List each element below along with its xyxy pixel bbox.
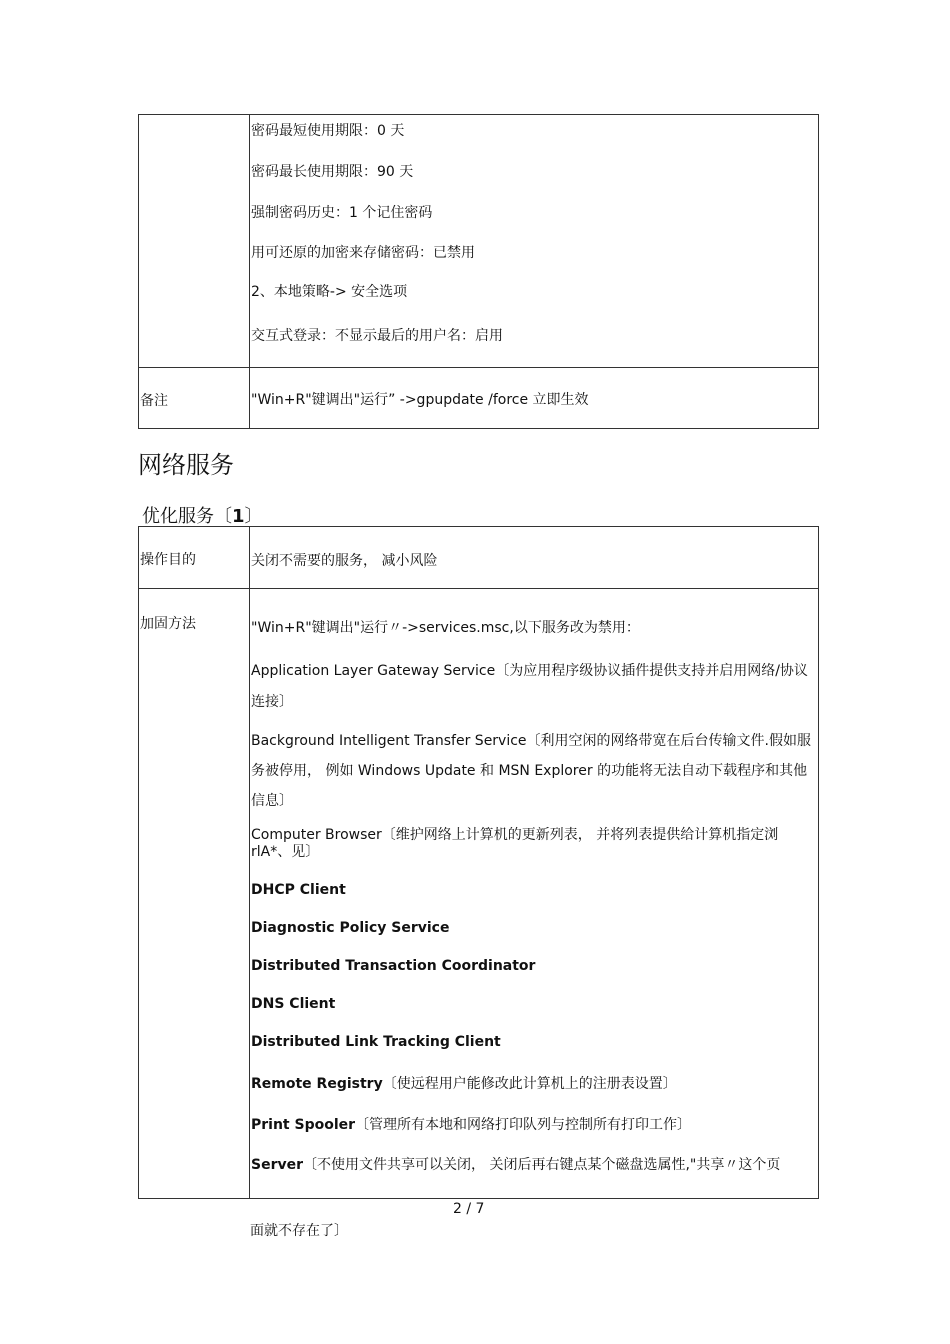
- service-desc: 〔使远程用户能修改此计算机上的注册表设置〕: [382, 1076, 677, 1092]
- service-name: DHCP Client: [251, 882, 346, 898]
- note-label-cell: [139, 368, 250, 429]
- service-table: [138, 526, 819, 1199]
- policy-content-cell: [250, 115, 819, 368]
- service-name: Application Layer Gateway Service: [251, 663, 496, 679]
- service-desc: 〔管理所有本地和网络打印队列与控制所有打印工作〕: [355, 1117, 692, 1133]
- policy-line: 强制密码历史：1 个记住密码: [251, 205, 433, 221]
- page-number: 2 / 7: [453, 1201, 485, 1217]
- note-label: 备注: [140, 393, 168, 409]
- service-desc: 〔为应用程序级协议插件提供支持并启用网络/协议连接〕: [251, 663, 808, 710]
- purpose-text: 关闭不需要的服务， 减小风险: [251, 553, 438, 569]
- purpose-label-cell: [139, 527, 250, 589]
- service-name: Computer Browser: [251, 827, 382, 843]
- service-name: Server: [251, 1157, 304, 1173]
- service-item: [251, 1154, 780, 1174]
- subsection-number: 1: [232, 506, 245, 527]
- service-item: [251, 1073, 677, 1093]
- service-item: [251, 1114, 691, 1134]
- note-content-cell: [250, 368, 819, 429]
- policy-line: 密码最长使用期限：90 天: [251, 164, 414, 180]
- service-name: Print Spooler: [251, 1117, 356, 1133]
- policy-table: [138, 114, 819, 429]
- subsection-title: [142, 502, 263, 528]
- policy-line: 密码最短使用期限：0 天: [251, 123, 405, 139]
- service-item: [251, 656, 819, 718]
- service-name: DNS Client: [251, 996, 336, 1012]
- purpose-content-cell: [250, 527, 819, 589]
- service-name: Background Intelligent Transfer Service: [251, 733, 527, 749]
- empty-label-cell: [139, 115, 250, 368]
- method-label-cell: [139, 589, 250, 1199]
- policy-line: 用可还原的加密来存储密码：已禁用: [251, 245, 475, 261]
- service-name: Diagnostic Policy Service: [251, 920, 450, 936]
- section-title: 网络服务: [138, 451, 234, 479]
- purpose-label: 操作目的: [140, 552, 196, 568]
- service-name: Remote Registry: [251, 1076, 383, 1092]
- service-desc: 〔不使用文件共享可以关闭， 关闭后再右键点某个磁盘选属性,"共享〃这个页: [303, 1157, 781, 1173]
- method-content-cell: [250, 589, 819, 1199]
- service-desc: 〔利用空闲的网络带宽在后台传输文件.假如服务被停用， 例如 Windows Update 和 MSN Explorer 的功能将无法自动下载程序和其他信息〕: [251, 733, 811, 809]
- policy-line: 2、本地策略-> 安全选项: [251, 284, 408, 300]
- subsection-prefix: 优化服务〔: [142, 506, 232, 527]
- service-item: [251, 827, 819, 861]
- policy-line: 交互式登录：不显示最后的用户名：启用: [251, 328, 503, 344]
- continuation-text: 面就不存在了〕: [250, 1223, 348, 1239]
- note-text: "Win+R"键调出"运行” ->gpupdate /force 立即生效: [251, 392, 589, 408]
- method-label: 加固方法: [140, 616, 196, 632]
- method-intro: "Win+R"键调出"运行〃->services.msc,以下服务改为禁用：: [251, 620, 640, 636]
- service-name: Distributed Link Tracking Client: [251, 1034, 501, 1050]
- service-desc: 〔维护网络上计算机的更新列表， 并将列表提供给计算机指定浏 rlA*、见〕: [251, 827, 779, 860]
- service-name: Distributed Transaction Coordinator: [251, 958, 536, 974]
- service-item: [251, 726, 819, 816]
- subsection-suffix: 〕: [244, 506, 263, 527]
